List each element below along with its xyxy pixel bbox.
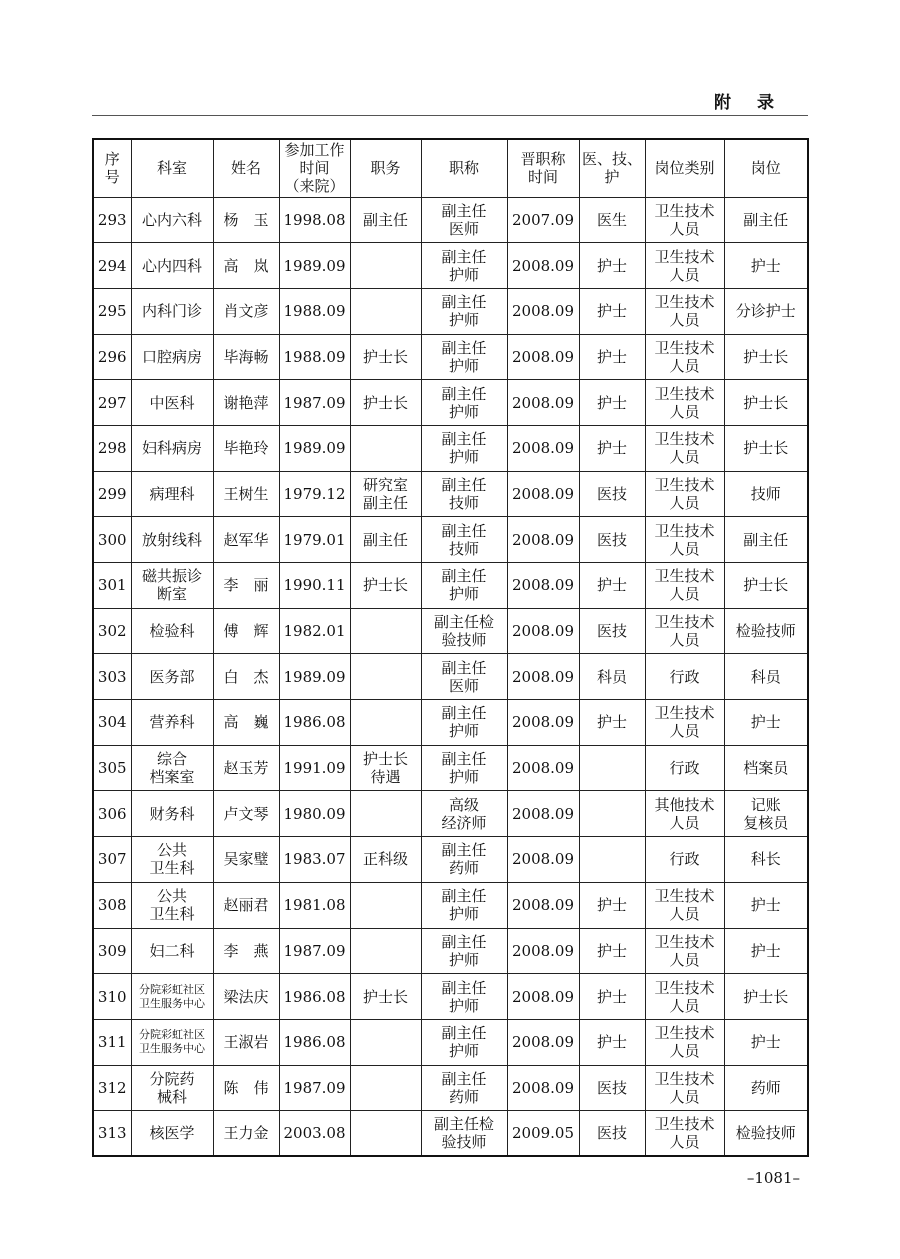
- index-cell: 313: [93, 1111, 131, 1157]
- header-cell-work-start: 参加工作 时间 （来院）: [279, 139, 350, 197]
- post-cell: 护士: [724, 243, 808, 289]
- header-rule: [92, 115, 808, 116]
- name-cell: 梁法庆: [213, 974, 279, 1020]
- index-cell: 303: [93, 654, 131, 700]
- position-cell: [350, 700, 421, 746]
- post-type-cell: 其他技术 人员: [645, 791, 724, 837]
- category-cell: 护士: [579, 1019, 645, 1065]
- department-cell: 医务部: [131, 654, 213, 700]
- position-cell: [350, 1019, 421, 1065]
- department-cell: 口腔病房: [131, 334, 213, 380]
- post-cell: 科长: [724, 837, 808, 883]
- table-header-row: [93, 139, 808, 197]
- work-start-cell: 1982.01: [279, 608, 350, 654]
- work-start-cell: 1987.09: [279, 1065, 350, 1111]
- category-cell: 护士: [579, 334, 645, 380]
- title-cell: 副主任 药师: [421, 837, 507, 883]
- header-cell-department: 科室: [131, 139, 213, 197]
- promotion-date-cell: 2008.09: [507, 471, 579, 517]
- work-start-cell: 1991.09: [279, 745, 350, 791]
- title-cell: 副主任 护师: [421, 700, 507, 746]
- department-cell: 分院彩虹社区 卫生服务中心: [131, 1019, 213, 1065]
- title-cell: 副主任 药师: [421, 1065, 507, 1111]
- post-cell: 检验技师: [724, 1111, 808, 1157]
- promotion-date-cell: 2008.09: [507, 517, 579, 563]
- post-type-cell: 卫生技术 人员: [645, 882, 724, 928]
- work-start-cell: 1981.08: [279, 882, 350, 928]
- title-cell: 副主任 护师: [421, 745, 507, 791]
- category-cell: [579, 745, 645, 791]
- work-start-cell: 1983.07: [279, 837, 350, 883]
- promotion-date-cell: 2008.09: [507, 334, 579, 380]
- promotion-date-cell: 2008.09: [507, 791, 579, 837]
- category-cell: 护士: [579, 974, 645, 1020]
- title-cell: 副主任 医师: [421, 197, 507, 243]
- name-cell: 卢文琴: [213, 791, 279, 837]
- title-cell: 副主任 技师: [421, 517, 507, 563]
- title-cell: 副主任 技师: [421, 471, 507, 517]
- index-cell: 298: [93, 425, 131, 471]
- table-row: [93, 1065, 808, 1111]
- table-row: [93, 791, 808, 837]
- category-cell: 医技: [579, 1065, 645, 1111]
- post-cell: 护士: [724, 1019, 808, 1065]
- category-cell: 医生: [579, 197, 645, 243]
- post-type-cell: 卫生技术 人员: [645, 243, 724, 289]
- category-cell: 护士: [579, 288, 645, 334]
- work-start-cell: 1980.09: [279, 791, 350, 837]
- table-row: [93, 928, 808, 974]
- promotion-date-cell: 2008.09: [507, 1019, 579, 1065]
- work-start-cell: 1986.08: [279, 974, 350, 1020]
- table-row: [93, 334, 808, 380]
- post-type-cell: 卫生技术 人员: [645, 608, 724, 654]
- name-cell: 肖文彦: [213, 288, 279, 334]
- work-start-cell: 1987.09: [279, 928, 350, 974]
- table-row: [93, 425, 808, 471]
- post-cell: 护士: [724, 700, 808, 746]
- header-cell-post-type: 岗位类别: [645, 139, 724, 197]
- promotion-date-cell: 2008.09: [507, 563, 579, 609]
- work-start-cell: 1979.12: [279, 471, 350, 517]
- table-row: [93, 563, 808, 609]
- name-cell: 王树生: [213, 471, 279, 517]
- department-cell: 公共 卫生科: [131, 837, 213, 883]
- department-cell: 心内六科: [131, 197, 213, 243]
- promotion-date-cell: 2008.09: [507, 882, 579, 928]
- header-cell-index: 序 号: [93, 139, 131, 197]
- category-cell: [579, 791, 645, 837]
- department-cell: 核医学: [131, 1111, 213, 1157]
- table-row: [93, 745, 808, 791]
- title-cell: 副主任 护师: [421, 243, 507, 289]
- header-cell-title: 职称: [421, 139, 507, 197]
- title-cell: 副主任 护师: [421, 882, 507, 928]
- title-cell: 副主任检 验技师: [421, 608, 507, 654]
- title-cell: 副主任 护师: [421, 928, 507, 974]
- promotion-date-cell: 2008.09: [507, 608, 579, 654]
- post-cell: 记账 复核员: [724, 791, 808, 837]
- title-cell: 副主任 护师: [421, 425, 507, 471]
- department-cell: 磁共振诊 断室: [131, 563, 213, 609]
- index-cell: 301: [93, 563, 131, 609]
- index-cell: 309: [93, 928, 131, 974]
- category-cell: 护士: [579, 243, 645, 289]
- post-cell: 护士长: [724, 974, 808, 1020]
- name-cell: 谢艳萍: [213, 380, 279, 426]
- title-cell: 副主任检 验技师: [421, 1111, 507, 1157]
- post-type-cell: 卫生技术 人员: [645, 563, 724, 609]
- department-cell: 妇科病房: [131, 425, 213, 471]
- department-cell: 放射线科: [131, 517, 213, 563]
- promotion-date-cell: 2008.09: [507, 745, 579, 791]
- work-start-cell: 1998.08: [279, 197, 350, 243]
- header-cell-position: 职务: [350, 139, 421, 197]
- promotion-date-cell: 2008.09: [507, 243, 579, 289]
- index-cell: 311: [93, 1019, 131, 1065]
- post-cell: 分诊护士: [724, 288, 808, 334]
- promotion-date-cell: 2008.09: [507, 974, 579, 1020]
- table-row: [93, 1111, 808, 1157]
- promotion-date-cell: 2008.09: [507, 380, 579, 426]
- promotion-date-cell: 2008.09: [507, 700, 579, 746]
- index-cell: 308: [93, 882, 131, 928]
- table-row: [93, 882, 808, 928]
- table-row: [93, 837, 808, 883]
- index-cell: 302: [93, 608, 131, 654]
- department-cell: 妇二科: [131, 928, 213, 974]
- category-cell: 护士: [579, 928, 645, 974]
- promotion-date-cell: 2007.09: [507, 197, 579, 243]
- promotion-date-cell: 2008.09: [507, 288, 579, 334]
- post-type-cell: 行政: [645, 745, 724, 791]
- post-type-cell: 卫生技术 人员: [645, 471, 724, 517]
- post-cell: 技师: [724, 471, 808, 517]
- category-cell: [579, 837, 645, 883]
- table-row: [93, 288, 808, 334]
- header-cell-post: 岗位: [724, 139, 808, 197]
- post-type-cell: 卫生技术 人员: [645, 517, 724, 563]
- work-start-cell: 1988.09: [279, 288, 350, 334]
- department-cell: 检验科: [131, 608, 213, 654]
- work-start-cell: 1986.08: [279, 1019, 350, 1065]
- work-start-cell: 2003.08: [279, 1111, 350, 1157]
- department-cell: 分院药 械科: [131, 1065, 213, 1111]
- category-cell: 医技: [579, 471, 645, 517]
- table-row: [93, 471, 808, 517]
- department-cell: 病理科: [131, 471, 213, 517]
- post-type-cell: 卫生技术 人员: [645, 425, 724, 471]
- position-cell: [350, 654, 421, 700]
- title-cell: 副主任 护师: [421, 563, 507, 609]
- page-number: –1081–: [746, 1169, 800, 1187]
- post-cell: 科员: [724, 654, 808, 700]
- name-cell: 王力金: [213, 1111, 279, 1157]
- table-row: [93, 380, 808, 426]
- position-cell: 护士长: [350, 563, 421, 609]
- department-cell: 营养科: [131, 700, 213, 746]
- table-row: [93, 243, 808, 289]
- name-cell: 毕艳玲: [213, 425, 279, 471]
- post-cell: 护士长: [724, 425, 808, 471]
- category-cell: 护士: [579, 700, 645, 746]
- position-cell: 副主任: [350, 197, 421, 243]
- position-cell: 护士长: [350, 974, 421, 1020]
- position-cell: [350, 928, 421, 974]
- table-row: [93, 654, 808, 700]
- index-cell: 299: [93, 471, 131, 517]
- work-start-cell: 1986.08: [279, 700, 350, 746]
- table-row: [93, 197, 808, 243]
- category-cell: 科员: [579, 654, 645, 700]
- name-cell: 高 岚: [213, 243, 279, 289]
- title-cell: 副主任 护师: [421, 974, 507, 1020]
- promotion-date-cell: 2009.05: [507, 1111, 579, 1157]
- title-cell: 高级 经济师: [421, 791, 507, 837]
- table-body: [93, 197, 808, 1156]
- promotion-date-cell: 2008.09: [507, 1065, 579, 1111]
- name-cell: 高 巍: [213, 700, 279, 746]
- name-cell: 吴家璧: [213, 837, 279, 883]
- work-start-cell: 1987.09: [279, 380, 350, 426]
- position-cell: [350, 791, 421, 837]
- post-type-cell: 卫生技术 人员: [645, 197, 724, 243]
- table-row: [93, 517, 808, 563]
- category-cell: 医技: [579, 1111, 645, 1157]
- name-cell: 赵军华: [213, 517, 279, 563]
- department-cell: 财务科: [131, 791, 213, 837]
- index-cell: 305: [93, 745, 131, 791]
- position-cell: [350, 425, 421, 471]
- title-cell: 副主任 护师: [421, 380, 507, 426]
- index-cell: 296: [93, 334, 131, 380]
- staff-table: [92, 138, 809, 1157]
- header-cell-promotion-date: 晋职称 时间: [507, 139, 579, 197]
- post-cell: 副主任: [724, 197, 808, 243]
- work-start-cell: 1989.09: [279, 243, 350, 289]
- department-cell: 心内四科: [131, 243, 213, 289]
- department-cell: 综合 档案室: [131, 745, 213, 791]
- post-cell: 护士长: [724, 380, 808, 426]
- position-cell: [350, 608, 421, 654]
- table-row: [93, 974, 808, 1020]
- index-cell: 300: [93, 517, 131, 563]
- name-cell: 傅 辉: [213, 608, 279, 654]
- post-type-cell: 卫生技术 人员: [645, 1065, 724, 1111]
- name-cell: 陈 伟: [213, 1065, 279, 1111]
- post-type-cell: 行政: [645, 837, 724, 883]
- index-cell: 307: [93, 837, 131, 883]
- post-type-cell: 卫生技术 人员: [645, 334, 724, 380]
- position-cell: [350, 288, 421, 334]
- post-cell: 药师: [724, 1065, 808, 1111]
- work-start-cell: 1989.09: [279, 425, 350, 471]
- promotion-date-cell: 2008.09: [507, 837, 579, 883]
- title-cell: 副主任 护师: [421, 1019, 507, 1065]
- work-start-cell: 1988.09: [279, 334, 350, 380]
- name-cell: 杨 玉: [213, 197, 279, 243]
- position-cell: [350, 882, 421, 928]
- title-cell: 副主任 护师: [421, 288, 507, 334]
- index-cell: 306: [93, 791, 131, 837]
- index-cell: 304: [93, 700, 131, 746]
- post-cell: 护士长: [724, 334, 808, 380]
- post-cell: 副主任: [724, 517, 808, 563]
- index-cell: 293: [93, 197, 131, 243]
- post-cell: 检验技师: [724, 608, 808, 654]
- index-cell: 310: [93, 974, 131, 1020]
- index-cell: 294: [93, 243, 131, 289]
- post-cell: 护士长: [724, 563, 808, 609]
- name-cell: 白 杰: [213, 654, 279, 700]
- promotion-date-cell: 2008.09: [507, 654, 579, 700]
- promotion-date-cell: 2008.09: [507, 928, 579, 974]
- post-type-cell: 卫生技术 人员: [645, 288, 724, 334]
- work-start-cell: 1979.01: [279, 517, 350, 563]
- department-cell: 中医科: [131, 380, 213, 426]
- post-type-cell: 卫生技术 人员: [645, 700, 724, 746]
- table-row: [93, 1019, 808, 1065]
- position-cell: 副主任: [350, 517, 421, 563]
- header-cell-category: 医、技、 护: [579, 139, 645, 197]
- name-cell: 赵丽君: [213, 882, 279, 928]
- name-cell: 毕海畅: [213, 334, 279, 380]
- post-type-cell: 卫生技术 人员: [645, 1111, 724, 1157]
- post-type-cell: 卫生技术 人员: [645, 974, 724, 1020]
- category-cell: 护士: [579, 563, 645, 609]
- post-type-cell: 行政: [645, 654, 724, 700]
- position-cell: [350, 243, 421, 289]
- post-type-cell: 卫生技术 人员: [645, 1019, 724, 1065]
- position-cell: [350, 1111, 421, 1157]
- category-cell: 医技: [579, 517, 645, 563]
- index-cell: 297: [93, 380, 131, 426]
- header-cell-name: 姓名: [213, 139, 279, 197]
- name-cell: 李 丽: [213, 563, 279, 609]
- category-cell: 护士: [579, 882, 645, 928]
- title-cell: 副主任 医师: [421, 654, 507, 700]
- post-cell: 护士: [724, 882, 808, 928]
- category-cell: 护士: [579, 425, 645, 471]
- category-cell: 护士: [579, 380, 645, 426]
- post-type-cell: 卫生技术 人员: [645, 928, 724, 974]
- department-cell: 公共 卫生科: [131, 882, 213, 928]
- name-cell: 王淑岩: [213, 1019, 279, 1065]
- table-row: [93, 700, 808, 746]
- position-cell: 护士长: [350, 380, 421, 426]
- category-cell: 医技: [579, 608, 645, 654]
- position-cell: 护士长 待遇: [350, 745, 421, 791]
- post-cell: 档案员: [724, 745, 808, 791]
- index-cell: 295: [93, 288, 131, 334]
- position-cell: 研究室 副主任: [350, 471, 421, 517]
- work-start-cell: 1990.11: [279, 563, 350, 609]
- table-row: [93, 608, 808, 654]
- position-cell: 正科级: [350, 837, 421, 883]
- position-cell: 护士长: [350, 334, 421, 380]
- page-header-title: 附录: [714, 93, 800, 113]
- name-cell: 赵玉芳: [213, 745, 279, 791]
- name-cell: 李 燕: [213, 928, 279, 974]
- title-cell: 副主任 护师: [421, 334, 507, 380]
- work-start-cell: 1989.09: [279, 654, 350, 700]
- post-cell: 护士: [724, 928, 808, 974]
- post-type-cell: 卫生技术 人员: [645, 380, 724, 426]
- department-cell: 内科门诊: [131, 288, 213, 334]
- department-cell: 分院彩虹社区 卫生服务中心: [131, 974, 213, 1020]
- position-cell: [350, 1065, 421, 1111]
- index-cell: 312: [93, 1065, 131, 1111]
- promotion-date-cell: 2008.09: [507, 425, 579, 471]
